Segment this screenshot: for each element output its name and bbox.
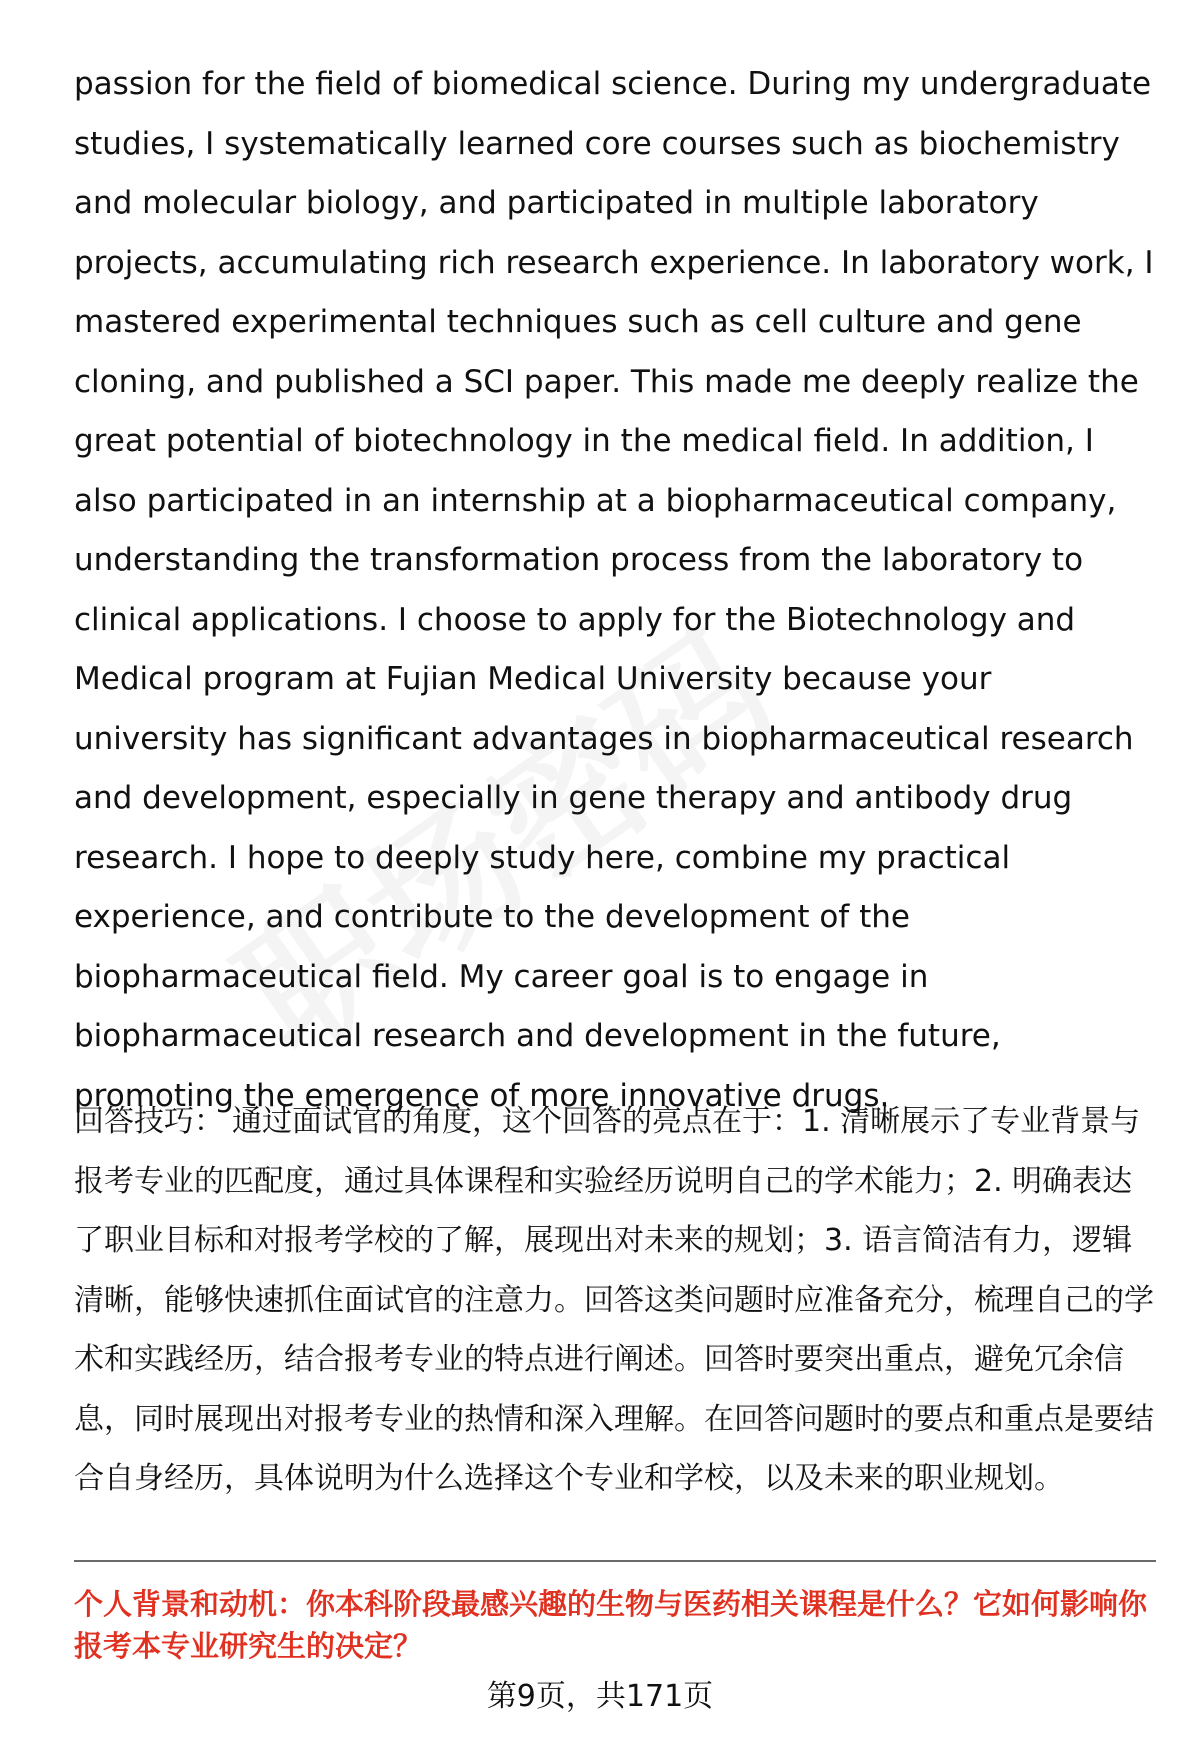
tips-text: 通过面试官的角度，这个回答的亮点在于：1. 清晰展示了专业背景与报考专业的匹配度，通过具体课程和实验经历说明自己的学术能力；2. 明确表达了职业目标和对报考学校的了解，展现出对未来的规划；3. 语言简洁有力，逻辑清晰，能够快速抓住面试官的注意力。回答这类问题时应准备充分，梳理自己的学术和实践经历，结合报考专业的特点进行阐述。回答时要突出重点，避免冗余信息，同时展现出对报考专业的热情和深入理解。在回答问题时的要点和重点是要结合自身经历，具体说明为什么选择这个专业和学校，以及未来的职业规划。 bbox=[74, 1104, 1154, 1496]
next-question-heading: 个人背景和动机：你本科阶段最感兴趣的生物与医药相关课程是什么？它如何影响你报考本专业研究生的决定？ bbox=[74, 1587, 1148, 1663]
answer-tips bbox=[74, 1092, 1154, 1509]
tips-label: 回答技巧： bbox=[74, 1104, 224, 1139]
section-divider bbox=[74, 1560, 1156, 1562]
page-number: 第9页，共171页 bbox=[486, 1679, 714, 1714]
answer-paragraph: passion for the field of biomedical science. During my undergraduate studies, I systematically learned core courses such as biochemistry and molecular biology, and participated in multiple laboratory projects, accumulating rich research experience. In laboratory work, I mastered experimental techniques such as cell culture and gene cloning, and published a SCI paper. This made me deeply realize the great potential of biotechnology in the medical field. In addition, I also participated in an internship at a biopharmaceutical company, understanding the transformation process from the laboratory to clinical applications. I choose to apply for the Biotechnology and Medical program at Fujian Medical University because your university has significant advantages in biopharmaceutical research and development, especially in gene therapy and antibody drug research. I hope to deeply study here, combine my practical experience, and contribute to the development of the biopharmaceutical field. My career goal is to engage in biopharmaceutical research and development in the future, promoting the emergence of more innovative drugs. bbox=[74, 66, 1154, 1114]
